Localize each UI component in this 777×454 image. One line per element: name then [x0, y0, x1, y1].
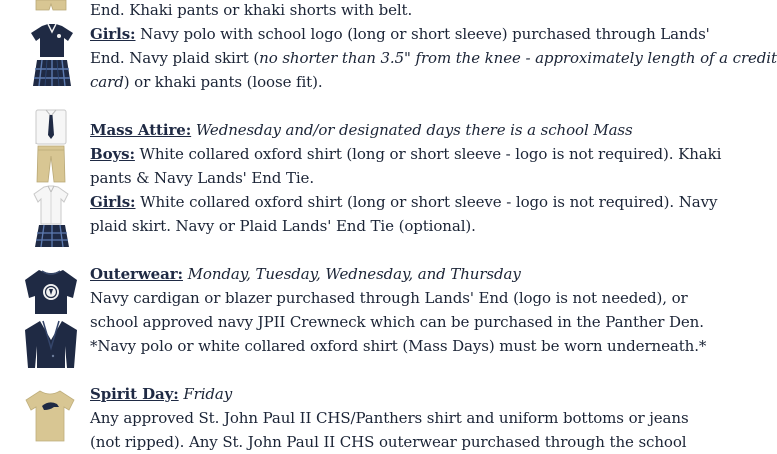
outerwear-note: *Navy polo or white collared oxford shirt (Mass Days) must be worn underneath.* — [90, 337, 707, 355]
outerwear-line-1: Navy cardigan or blazer purchased through Lands' End (logo is not needed), or — [90, 289, 688, 307]
white-shirt-icon — [33, 186, 69, 224]
spirit-shirt-icon — [25, 390, 75, 441]
navy-polo-icon — [30, 24, 74, 58]
girls-uniform-line-2: End. Navy plaid skirt (no shorter than 3.5" from the knee - approximately length of a credit — [90, 49, 777, 67]
white-shirt-tie-icon — [34, 108, 68, 144]
outerwear-line-2: school approved navy JPII Crewneck which can be purchased in the Panther Den. — [90, 313, 704, 331]
girls-uniform-line-1: Girls: Navy polo with school logo (long or short sleeve) purchased through Lands' — [90, 25, 710, 43]
mass-girls-line-1: Girls: White collared oxford shirt (long or short sleeve - logo is not required). Navy — [90, 193, 718, 211]
mass-girls-label: Girls: — [90, 193, 136, 211]
mass-attire-label: Mass Attire: — [90, 121, 192, 139]
mass-girls-line-2: plaid skirt. Navy or Plaid Lands' End Tie (optional). — [90, 217, 476, 235]
spirit-day-heading: Spirit Day: Friday — [90, 385, 233, 403]
outerwear-heading: Outerwear: Monday, Tuesday, Wednesday, and Thursday — [90, 265, 521, 283]
navy-crewneck-icon — [23, 268, 79, 316]
plaid-skirt-icon-2 — [35, 225, 69, 247]
khaki-pants-icon — [35, 146, 67, 182]
outerwear-label: Outerwear: — [90, 265, 183, 283]
girls-uniform-line-3: card) or khaki pants (loose fit). — [90, 73, 323, 91]
plaid-skirt-icon — [33, 60, 71, 86]
navy-blazer-icon — [23, 320, 79, 370]
mass-boys-line-2: pants & Navy Lands' End Tie. — [90, 169, 314, 187]
spirit-line-1: Any approved St. John Paul II CHS/Panthers shirt and uniform bottoms or jeans — [90, 409, 689, 427]
mass-boys-line-1: Boys: White collared oxford shirt (long or short sleeve - logo is not required). Khaki — [90, 145, 722, 163]
spirit-day-label: Spirit Day: — [90, 385, 179, 403]
boys-label: Boys: — [90, 145, 135, 163]
girls-label: Girls: — [90, 25, 136, 43]
mass-attire-heading: Mass Attire: Wednesday and/or designated days there is a school Mass — [90, 121, 633, 139]
khaki-shorts-icon — [33, 0, 69, 12]
uniform-khaki-line: End. Khaki pants or khaki shorts with belt. — [90, 1, 413, 19]
spirit-line-2: (not ripped). Any St. John Paul II CHS outerwear purchased through the school — [90, 433, 687, 451]
